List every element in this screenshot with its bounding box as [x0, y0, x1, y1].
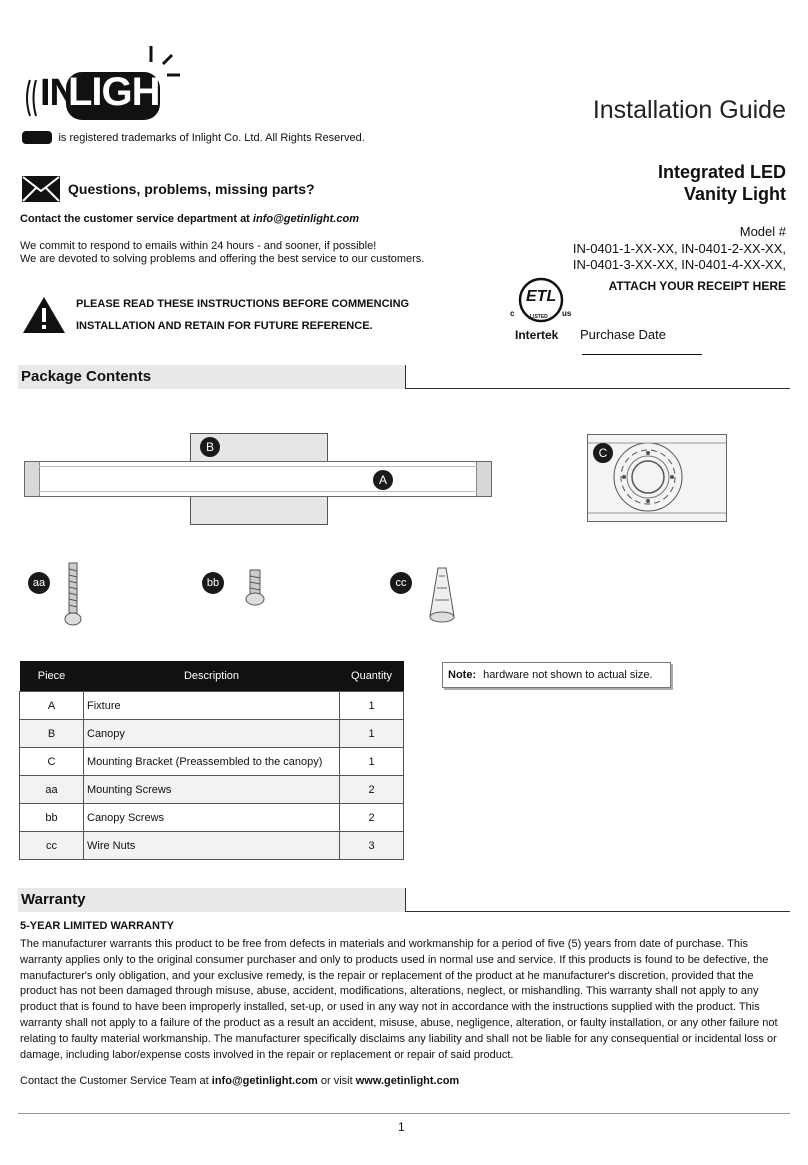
- cell-quantity: 2: [340, 776, 404, 804]
- warning-line2: INSTALLATION AND RETAIN FOR FUTURE REFERENCE.: [76, 320, 373, 332]
- table-row: [20, 832, 404, 860]
- page-number: 1: [398, 1120, 405, 1134]
- table-row: [20, 804, 404, 832]
- fixture-lens: [39, 466, 477, 492]
- purchase-date-label: Purchase Date: [580, 327, 666, 342]
- trademark-line: [22, 129, 365, 145]
- wire-nut-illustration: [426, 566, 458, 631]
- etl-certification-mark: [508, 276, 574, 346]
- label-nut-cc: cc: [390, 572, 412, 594]
- contact-line: [20, 213, 359, 225]
- cell-description: Fixture: [84, 692, 340, 720]
- etl-us-text: us: [562, 309, 572, 318]
- warranty-heading: Warranty: [21, 891, 86, 908]
- cell-piece: A: [20, 692, 84, 720]
- cell-piece: cc: [20, 832, 84, 860]
- logo-light-text: LIGHT: [68, 70, 183, 114]
- questions-heading: Questions, problems, missing parts?: [68, 181, 315, 197]
- cell-piece: bb: [20, 804, 84, 832]
- label-canopy-b: B: [200, 437, 220, 457]
- footer-rule: [18, 1113, 790, 1114]
- fixture-end-right: [476, 462, 491, 496]
- package-contents-heading: Package Contents: [21, 368, 152, 385]
- header-quantity: Quantity: [340, 661, 404, 692]
- table-row: [20, 776, 404, 804]
- trademark-text: is registered trademarks of Inlight Co. Ltd. All Rights Reserved.: [58, 131, 365, 144]
- logo-in-text: IN: [40, 72, 76, 114]
- cell-quantity: 1: [340, 720, 404, 748]
- header-piece: Piece: [20, 661, 84, 692]
- product-title-line2: Vanity Light: [683, 184, 786, 204]
- section-rule: [405, 388, 790, 389]
- table-header-row: [20, 661, 404, 692]
- label-fixture-a: A: [373, 470, 393, 490]
- cell-piece: B: [20, 720, 84, 748]
- cell-description: Canopy Screws: [84, 804, 340, 832]
- cell-description: Mounting Bracket (Preassembled to the canopy): [84, 748, 340, 776]
- warranty-body: The manufacturer warrants this product to be free from defects in materials and workmanship for a period of five (5) years from date of purchase. This warranty applies only to the original consumer purchaser and only to products used in normal use and service. If this products is found to be defective, the manufacturer's only obligation, and your exclusive remedy, is the repair or replacement of the product at he manufacturer's discretion, provided that the product has not been damaged through misuse, abuse, accident, modifications, alterations, neglect, or mishandling. This warranty shall not apply to any product that is found to have been improperly installed, set-up, or used in any way not in accordance with the instructions supplied with the product. This warranty shall not apply to a failure of the product as a result an accident, misuse, abuse, negligence, alteration, or faulty installation, or any other failure not relating to faulty material workmanship. The manufacturer specifically disclaims any liability and shall not be liable for any consequential or incidental loss or damage, including labor/expense costs involved in the repair or replacement or repair of said product.: [20, 938, 778, 1061]
- purchase-date-blank: [582, 342, 702, 355]
- purchase-date: [580, 327, 788, 358]
- model-numbers-line1: IN-0401-1-XX-XX, IN-0401-2-XX-XX,: [572, 241, 786, 256]
- cell-piece: aa: [20, 776, 84, 804]
- etl-listed-text: LISTED: [530, 314, 548, 320]
- cell-piece: C: [20, 748, 84, 776]
- etl-c-text: c: [510, 309, 515, 318]
- cell-quantity: 1: [340, 748, 404, 776]
- cell-quantity: 1: [340, 692, 404, 720]
- warranty-website-link[interactable]: www.getinlight.com: [355, 1075, 460, 1088]
- mounting-screw-illustration: [63, 561, 83, 632]
- brand-logo: [20, 44, 182, 126]
- product-title-line1: Integrated LED: [657, 162, 786, 182]
- warranty-contact-prefix: Contact the Customer Service Team at: [20, 1075, 209, 1088]
- label-screw-aa: aa: [28, 572, 50, 594]
- model-label: Model #: [739, 224, 786, 239]
- header-description: Description: [84, 661, 340, 692]
- etl-text: ETL: [526, 288, 557, 305]
- contact-line-prefix: Contact the customer service department at: [20, 213, 250, 225]
- intertek-text: Intertek: [515, 328, 559, 342]
- mini-logo-icon: [22, 131, 52, 144]
- doc-title: Installation Guide: [592, 96, 786, 124]
- hardware-note-box: [442, 662, 671, 688]
- label-bracket-c: C: [593, 443, 613, 463]
- warranty-content: [20, 920, 788, 1087]
- package-contents-table: [19, 661, 404, 860]
- warranty-contact-email-link[interactable]: info@getinlight.com: [211, 1075, 318, 1088]
- contact-email-link[interactable]: info@getinlight.com: [252, 213, 359, 225]
- table-row: [20, 720, 404, 748]
- warranty-section-header: [18, 888, 790, 912]
- cell-description: Canopy: [84, 720, 340, 748]
- commit-line2: We are devoted to solving problems and offering the best service to our customers.: [20, 253, 425, 265]
- note-label: Note:: [448, 669, 477, 681]
- table-row: [20, 748, 404, 776]
- label-screw-bb: bb: [202, 572, 224, 594]
- warning-icon: [22, 296, 66, 339]
- cell-description: Mounting Screws: [84, 776, 340, 804]
- commit-line1: We commit to respond to emails within 24 hours - and sooner, if possible!: [20, 240, 377, 252]
- fixture-illustration: [24, 461, 492, 497]
- warranty-contact-mid: or visit: [320, 1075, 353, 1088]
- section-rule: [405, 911, 790, 912]
- attach-receipt-text: ATTACH YOUR RECEIPT HERE: [608, 279, 786, 293]
- package-contents-section-header: [18, 365, 790, 389]
- model-numbers-line2: IN-0401-3-XX-XX, IN-0401-4-XX-XX,: [572, 257, 786, 272]
- fixture-end-left: [25, 462, 40, 496]
- canopy-screw-illustration: [244, 568, 266, 611]
- warranty-subheading: 5-YEAR LIMITED WARRANTY: [20, 920, 174, 932]
- cell-description: Wire Nuts: [84, 832, 340, 860]
- note-text: hardware not shown to actual size.: [483, 669, 653, 681]
- warning-line1: PLEASE READ THESE INSTRUCTIONS BEFORE COMMENCING: [76, 298, 410, 310]
- envelope-icon: [22, 176, 60, 207]
- cell-quantity: 2: [340, 804, 404, 832]
- cell-quantity: 3: [340, 832, 404, 860]
- table-row: [20, 692, 404, 720]
- warranty-contact-line: [20, 1075, 788, 1087]
